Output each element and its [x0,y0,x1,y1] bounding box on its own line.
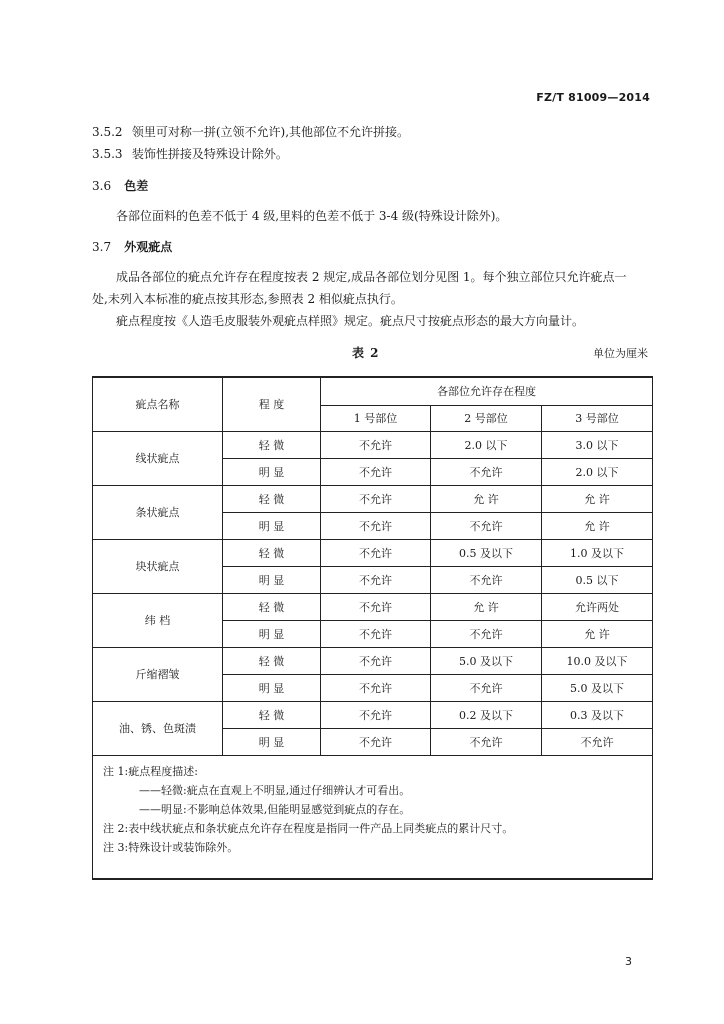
part1-cell: 不允许 [321,620,431,647]
part2-cell: 不允许 [431,566,542,593]
paragraph-text: 各部位面料的色差不低于 4 级,里料的色差不低于 3-4 级(特殊设计除外)。 [116,209,508,223]
degree-cell: 明 显 [223,728,321,755]
table-row [93,485,653,512]
defects-paragraph-2 [92,310,640,332]
clause-3-5-3 [92,146,288,162]
section-heading-appearance-defects [92,239,172,255]
table-row [93,431,653,458]
table-row [93,539,653,566]
page-number: 3 [625,955,632,968]
table-notes [93,755,653,879]
defect-name-cell: 条状疵点 [93,485,223,539]
clause-number: 3.5.2 [92,125,123,139]
note-1-obvious: ——明显:不影响总体效果,但能明显感觉到疵点的存在。 [139,802,411,816]
part2-cell: 0.5 及以下 [431,539,542,566]
part2-cell: 5.0 及以下 [431,647,542,674]
part1-cell: 不允许 [321,485,431,512]
table-header-row [93,377,653,405]
degree-cell: 明 显 [223,674,321,701]
table-row [93,647,653,674]
part2-cell: 允 许 [431,593,542,620]
part1-cell: 不允许 [321,728,431,755]
note-1-title: 注 1:疵点程度描述: [103,764,198,778]
clause-text: 装饰性拼接及特殊设计除外。 [131,147,288,161]
degree-cell: 轻 微 [223,431,321,458]
part3-cell: 2.0 以下 [542,458,653,485]
part1-cell: 不允许 [321,431,431,458]
section-title: 外观疵点 [124,240,173,254]
header-allowance-group: 各部位允许存在程度 [321,377,653,405]
part1-cell: 不允许 [321,458,431,485]
defect-allowance-table [92,376,653,880]
table-caption: 表 2 [352,346,380,360]
paragraph-text: 成品各部位的疵点允许存在程度按表 2 规定,成品各部位划分见图 1。每个独立部位只允许疵点一处,未列入本标准的疵点按其形态,参照表 2 相似疵点执行。 [92,270,627,306]
section-number: 3.6 [92,179,112,193]
section-heading-color-difference [92,178,148,194]
degree-cell: 轻 微 [223,701,321,728]
part3-cell: 3.0 以下 [542,431,653,458]
part1-cell: 不允许 [321,701,431,728]
part3-cell: 允 许 [542,512,653,539]
part2-cell: 不允许 [431,728,542,755]
part2-cell: 不允许 [431,458,542,485]
degree-cell: 明 显 [223,566,321,593]
part1-cell: 不允许 [321,647,431,674]
degree-cell: 明 显 [223,458,321,485]
defect-name-cell: 纬 档 [93,593,223,647]
defect-name-cell: 斤缩褶皱 [93,647,223,701]
part3-cell: 5.0 及以下 [542,674,653,701]
part1-cell: 不允许 [321,539,431,566]
part1-cell: 不允许 [321,566,431,593]
part3-cell: 0.5 以下 [542,566,653,593]
part2-cell: 不允许 [431,620,542,647]
note-1-slight: ——轻微:疵点在直观上不明显,通过仔细辨认才可看出。 [139,783,411,797]
header-defect-name: 疵点名称 [93,377,223,431]
note-2: 注 2:表中线状疵点和条状疵点允许存在程度是指同一件产品上同类疵点的累计尺寸。 [103,821,514,835]
part1-cell: 不允许 [321,512,431,539]
table-row [93,701,653,728]
part2-cell: 2.0 以下 [431,431,542,458]
part2-cell: 0.2 及以下 [431,701,542,728]
table-notes-row [93,755,653,879]
standard-code: FZ/T 81009—2014 [536,91,650,104]
degree-cell: 轻 微 [223,539,321,566]
part1-cell: 不允许 [321,593,431,620]
part3-cell: 不允许 [542,728,653,755]
table-row [93,593,653,620]
part3-cell: 允 许 [542,620,653,647]
part3-cell: 允 许 [542,485,653,512]
part2-cell: 不允许 [431,674,542,701]
part3-cell: 10.0 及以下 [542,647,653,674]
part2-cell: 不允许 [431,512,542,539]
defect-name-cell: 块状疵点 [93,539,223,593]
part3-cell: 1.0 及以下 [542,539,653,566]
header-part-3: 3 号部位 [542,405,653,431]
header-part-2: 2 号部位 [431,405,542,431]
defects-paragraph-1 [92,266,640,310]
degree-cell: 明 显 [223,620,321,647]
degree-cell: 轻 微 [223,647,321,674]
section-title: 色差 [124,179,149,193]
table-unit-note: 单位为厘米 [593,347,648,360]
section-number: 3.7 [92,240,112,254]
defect-name-cell: 线状疵点 [93,431,223,485]
header-part-1: 1 号部位 [321,405,431,431]
degree-cell: 轻 微 [223,485,321,512]
note-3: 注 3:特殊设计或装饰除外。 [103,840,239,854]
header-degree: 程 度 [223,377,321,431]
part1-cell: 不允许 [321,674,431,701]
clause-text: 领里可对称一拼(立领不允许),其他部位不允许拼接。 [131,125,410,139]
degree-cell: 轻 微 [223,593,321,620]
clause-3-5-2 [92,124,409,140]
clause-number: 3.5.3 [92,147,123,161]
paragraph-text: 疵点程度按《人造毛皮服装外观疵点样照》规定。疵点尺寸按疵点形态的最大方向量计。 [116,314,585,328]
color-difference-paragraph [92,205,640,227]
part3-cell: 0.3 及以下 [542,701,653,728]
defect-name-cell: 油、锈、色斑渍 [93,701,223,755]
part2-cell: 允 许 [431,485,542,512]
part3-cell: 允许两处 [542,593,653,620]
degree-cell: 明 显 [223,512,321,539]
